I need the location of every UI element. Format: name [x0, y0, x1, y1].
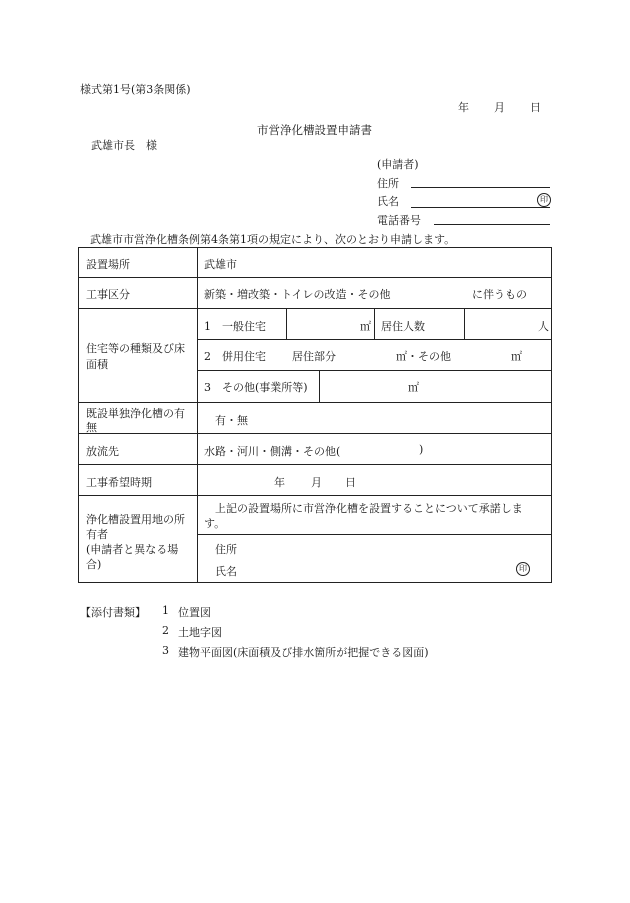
date-year-label: 年 — [458, 101, 469, 114]
floor-area-label-line1: 住宅等の種類及び床 — [86, 342, 185, 355]
residential-area-unit-other: ㎡・その他 — [396, 350, 451, 363]
column-divider — [464, 308, 465, 339]
addressee: 武雄市長 様 — [91, 139, 157, 152]
applicant-seal-mark: 印 — [537, 193, 551, 207]
row-divider — [79, 495, 551, 496]
document-title: 市営浄化槽設置申請書 — [257, 123, 372, 137]
row-divider — [79, 277, 551, 278]
owner-name-label: 氏名 — [215, 565, 237, 578]
existing-tank-label-line1: 既設単独浄化槽の有 — [86, 407, 185, 420]
owner-seal-mark: 印 — [516, 562, 530, 576]
residential-part-label: 居住部分 — [292, 350, 336, 363]
residents-unit: 人 — [538, 320, 549, 333]
other-area-unit: ㎡ — [511, 350, 522, 363]
schedule-label: 工事希望時期 — [86, 476, 152, 489]
work-type-label: 工事区分 — [86, 288, 130, 301]
attachment-number: 1 — [162, 604, 169, 617]
form-number: 様式第1号(第3条関係) — [80, 83, 191, 96]
discharge-options[interactable]: 水路・河川・側溝・その他( — [204, 445, 341, 458]
schedule-day-label: 日 — [345, 476, 356, 489]
general-housing-option[interactable]: 1 一般住宅 — [204, 320, 266, 333]
residents-label: 居住人数 — [381, 320, 425, 333]
applicant-name-field[interactable] — [411, 207, 550, 208]
owner-address-label: 住所 — [215, 543, 237, 556]
intro-text: 武雄市市営浄化槽条例第4条第1項の規定により、次のとおり申請します。 — [90, 233, 456, 246]
owner-label-line3: (申請者と異なる場 — [86, 543, 179, 556]
other-building-area-unit: ㎡ — [408, 381, 419, 394]
attachment-number: 3 — [162, 644, 169, 657]
owner-label-line1: 浄化槽設置用地の所 — [86, 513, 185, 526]
schedule-year-label: 年 — [274, 476, 285, 489]
applicant-phone-label: 電話番号 — [377, 214, 421, 227]
schedule-month-label: 月 — [311, 476, 322, 489]
attachment-item-floor-plan: 建物平面図(床面積及び排水箇所が把握できる図面) — [178, 646, 429, 659]
location-value[interactable]: 武雄市 — [204, 258, 237, 271]
row-divider — [79, 464, 551, 465]
existing-tank-choice[interactable]: 有・無 — [215, 414, 248, 427]
applicant-address-label: 住所 — [377, 177, 399, 190]
row-divider — [197, 370, 551, 371]
row-divider — [79, 308, 551, 309]
attachment-number: 2 — [162, 624, 169, 637]
attachments-heading: 【添付書類】 — [80, 606, 146, 619]
work-type-options[interactable]: 新築・増改築・トイレの改造・その他 — [204, 288, 391, 301]
owner-consent-line2: す。 — [204, 517, 226, 530]
row-divider — [197, 534, 551, 535]
floor-area-label-line2: 面積 — [86, 358, 108, 371]
row-divider — [79, 433, 551, 434]
owner-label-line2: 有者 — [86, 528, 108, 541]
row-divider — [79, 402, 551, 403]
location-label: 設置場所 — [86, 258, 130, 271]
area-unit: ㎡ — [360, 320, 371, 333]
owner-label-line4: 合) — [86, 558, 102, 571]
other-building-option[interactable]: 3 その他(事業所等) — [204, 381, 308, 394]
column-divider — [197, 248, 198, 582]
applicant-phone-field[interactable] — [434, 224, 550, 225]
row-divider — [197, 339, 551, 340]
discharge-label: 放流先 — [86, 445, 119, 458]
applicant-name-label: 氏名 — [377, 195, 399, 208]
column-divider — [286, 308, 287, 339]
column-divider — [319, 370, 320, 402]
owner-consent-line1: 上記の設置場所に市営浄化槽を設置することについて承諾しま — [215, 502, 523, 515]
mixed-housing-option[interactable]: 2 併用住宅 — [204, 350, 266, 363]
date-day-label: 日 — [530, 101, 541, 114]
applicant-address-field[interactable] — [411, 187, 550, 188]
date-month-label: 月 — [494, 101, 505, 114]
application-table — [78, 247, 552, 583]
attachment-item-location-map: 位置図 — [178, 606, 211, 619]
applicant-heading: (申請者) — [377, 158, 419, 171]
column-divider — [374, 308, 375, 339]
attachment-item-land-map: 土地字図 — [178, 626, 222, 639]
work-type-suffix: に伴うもの — [472, 288, 527, 301]
existing-tank-label-line2: 無 — [86, 421, 97, 434]
discharge-close-paren: ) — [419, 443, 424, 456]
